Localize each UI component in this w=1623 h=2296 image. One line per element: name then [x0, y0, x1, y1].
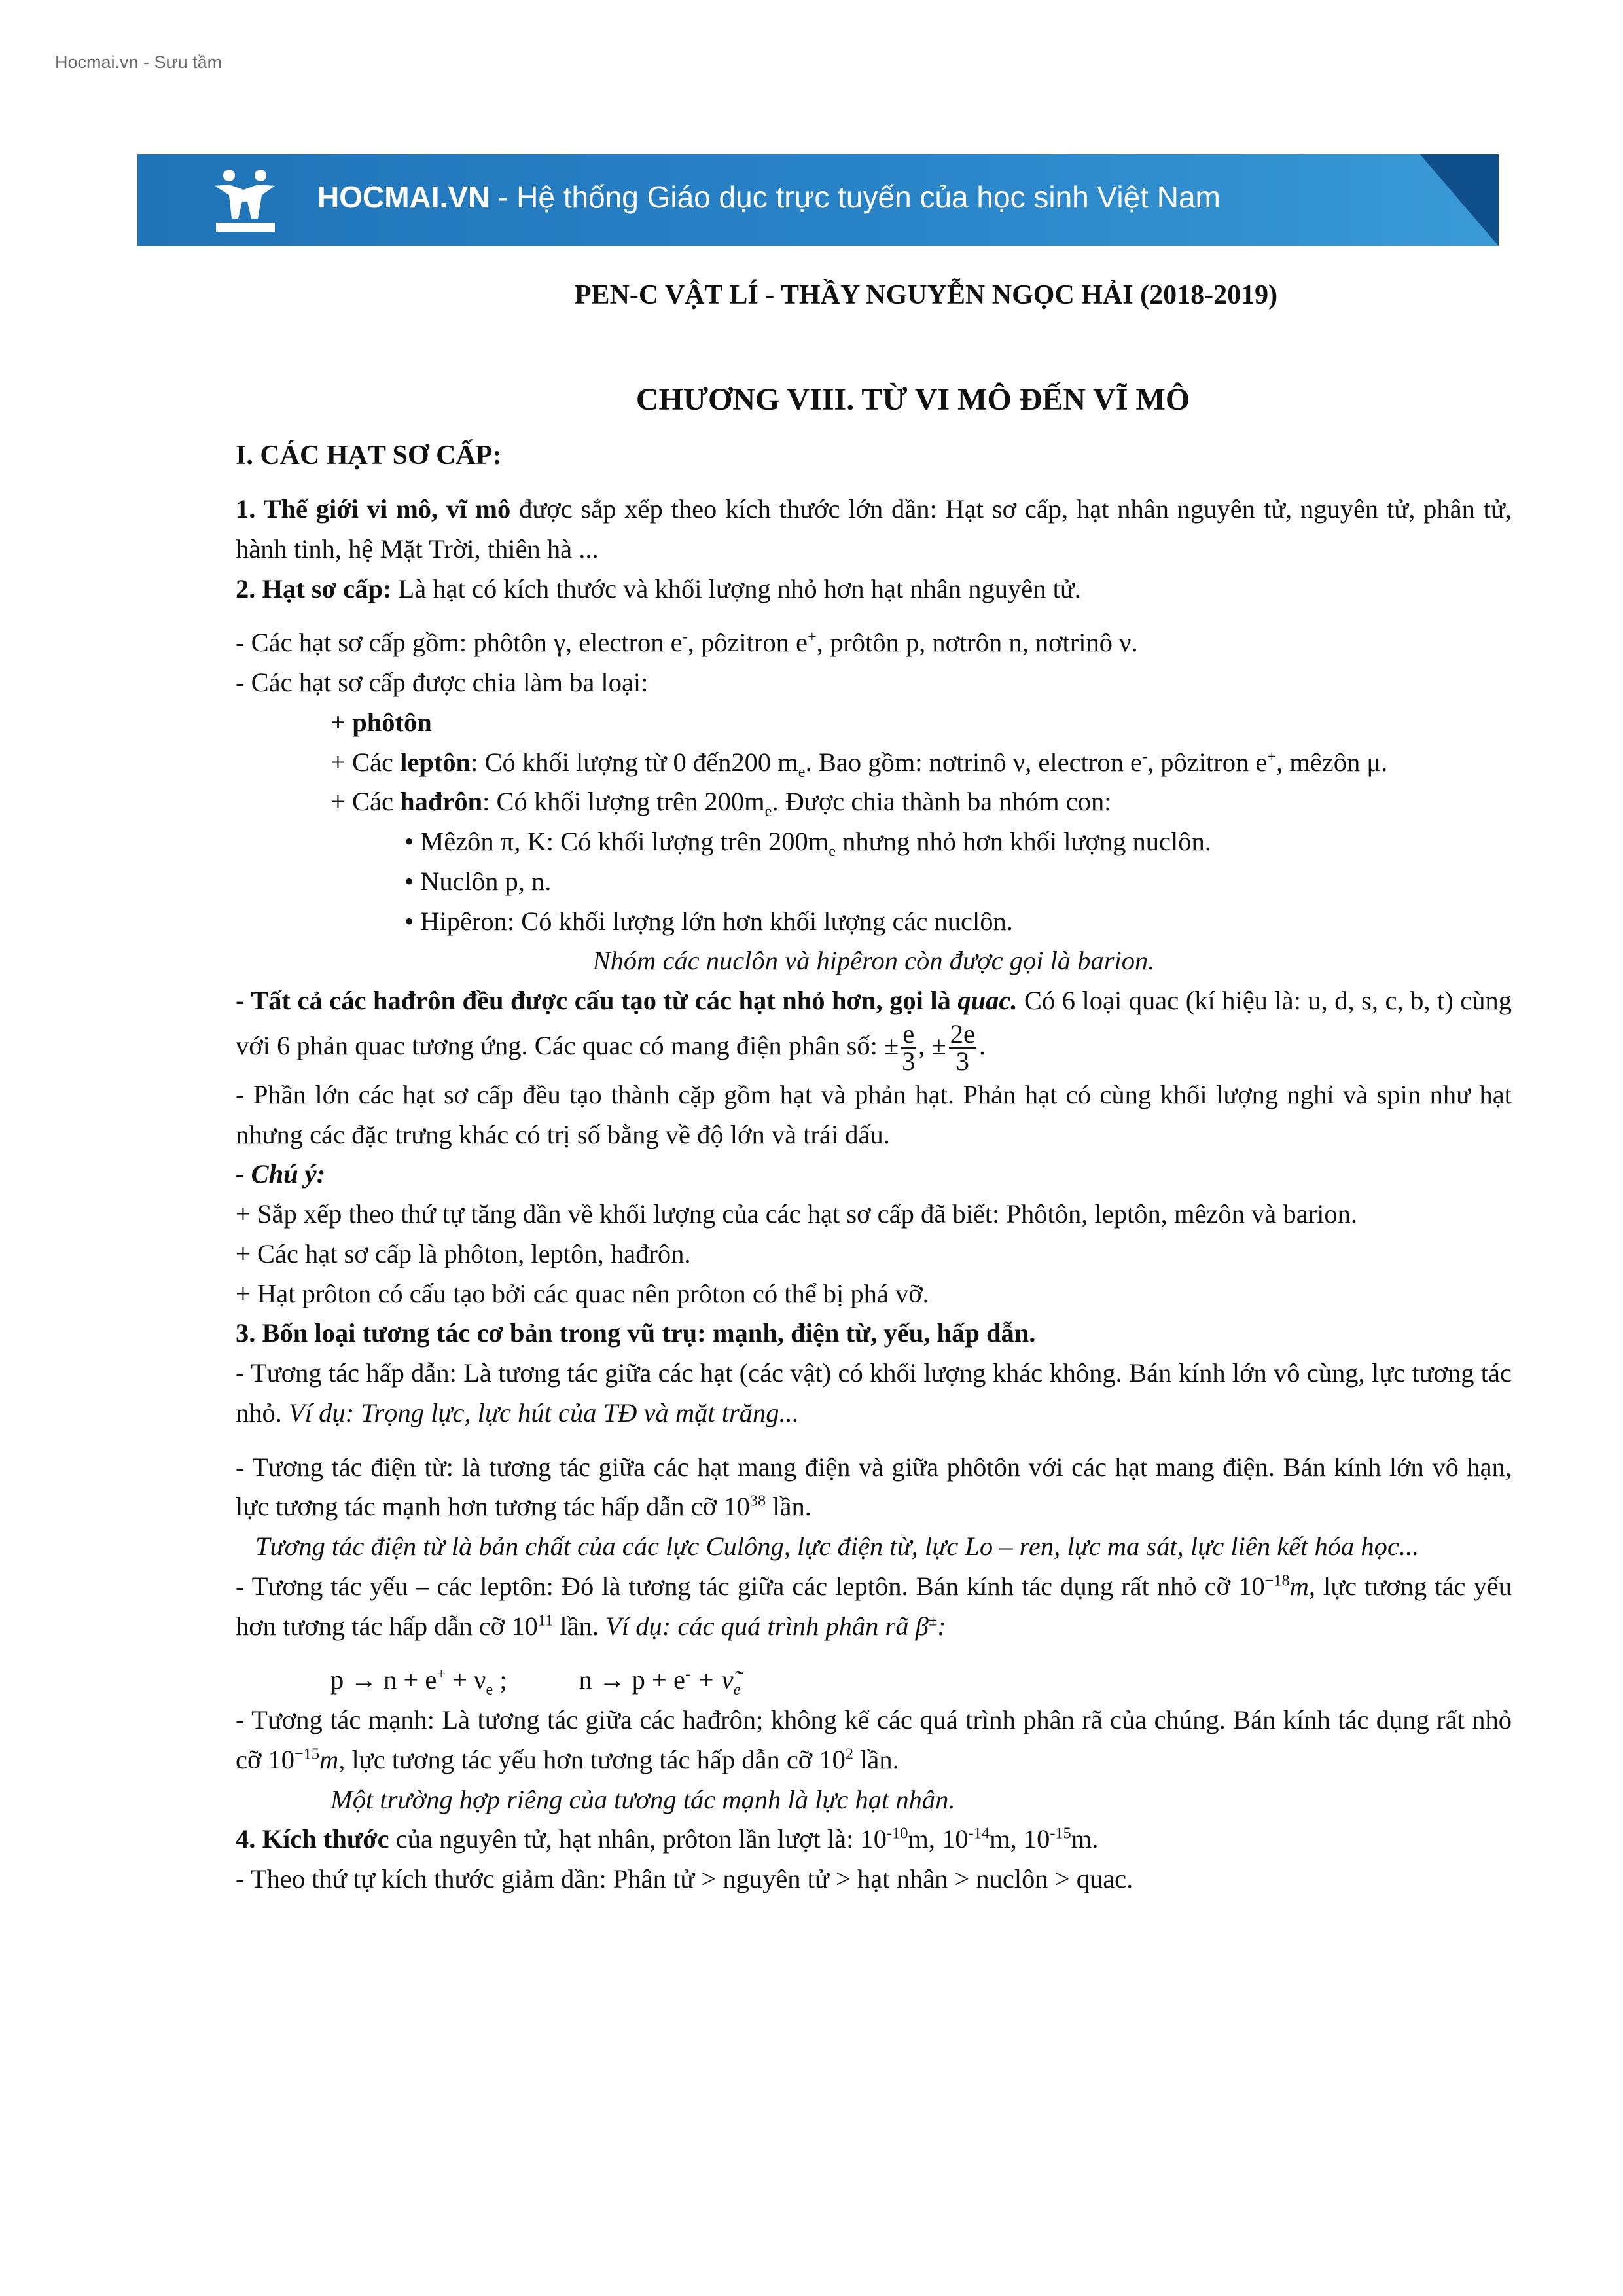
p12b: lần. — [766, 1492, 812, 1522]
p14a: - Tương tác yếu – các leptôn: Đó là tương tác giữa các leptôn. Bán kính tác dụng rất nhỏ cỡ 10 — [236, 1571, 1265, 1601]
p17-s3: -15 — [1050, 1824, 1071, 1842]
b1a: Mêzôn π, K: Có khối lượng trên 200m — [420, 827, 829, 856]
document-body — [236, 275, 1512, 1899]
p14b: , lực tương tác yếu hơn tương tác hấp dẫn cỡ 10 — [236, 1571, 1512, 1641]
p17c: m, 10 — [990, 1824, 1050, 1854]
sup-plus: + — [808, 628, 817, 646]
p7b: hađrôn — [400, 787, 483, 817]
p14-m: m — [1289, 1571, 1309, 1601]
p1-heading: 1. Thế giới vi mô, vĩ mô — [236, 494, 511, 524]
note-3: + Hạt prôton có cấu tạo bởi các quac nên prôton có thể bị phá vỡ. — [236, 1278, 929, 1308]
p12a: - Tương tác điện từ: là tương tác giữa các hạt mang điện và giữa phôtôn với các hạt mang điện. Bán kính lớn vô hạn, lực tương tác mạnh hơn tương tác hấp dẫn cỡ 10 — [236, 1452, 1512, 1522]
p15-sup: −15 — [294, 1745, 320, 1763]
section-title: I. CÁC HẠT SƠ CẤP: — [236, 440, 502, 471]
decay-equations — [236, 1660, 1512, 1700]
p14c: lần. — [553, 1611, 606, 1641]
p14-sup: −18 — [1264, 1571, 1290, 1590]
weak-paragraph — [236, 1567, 1512, 1647]
banner-corner — [1420, 154, 1499, 246]
sub-e: e — [798, 762, 806, 781]
sub-e-2: e — [764, 802, 772, 821]
p15-m: m — [319, 1744, 339, 1774]
p6d: . Bao gồm: nơtrinô ν, electron e — [805, 747, 1142, 777]
barion-note: Nhóm các nuclôn và hipêron còn được gọi là barion. — [592, 946, 1155, 976]
p7d: . Được chia thành ba nhóm con: — [772, 787, 1112, 817]
watermark: Hocmai.vn - Sưu tầm — [55, 52, 223, 72]
p14-pm: ± — [928, 1611, 938, 1629]
class-photon: + phôtôn — [330, 707, 432, 737]
p17-s1: -10 — [887, 1824, 908, 1842]
p17-s2: -14 — [968, 1824, 990, 1842]
note-2: + Các hạt sơ cấp là phôton, leptôn, hađrôn. — [236, 1238, 691, 1268]
p15b: , lực tương tác yếu hơn tương tác hấp dẫn cỡ 10 — [338, 1744, 846, 1774]
brand-tagline: - Hệ thống Giáo dục trực tuyến của học sinh Việt Nam — [490, 180, 1221, 214]
brand-name: HOCMAI.VN — [317, 180, 490, 214]
p14-colon: : — [937, 1611, 946, 1641]
em-paragraph — [236, 1448, 1512, 1528]
p14-sup2: 11 — [537, 1611, 554, 1629]
p6e: , pôzitron e — [1147, 747, 1268, 777]
strong-paragraph — [236, 1700, 1512, 1780]
eq1-end: ; — [493, 1665, 507, 1695]
classification-intro: - Các hạt sơ cấp được chia làm ba loại: — [236, 668, 649, 697]
p2-text: Là hạt có kích thước và khối lượng nhỏ hơn hạt nhân nguyên tử. — [391, 573, 1081, 603]
eq2-sup: - — [685, 1665, 691, 1683]
p11: - Tương tác hấp dẫn: Là tương tác giữa các hạt (các vật) có khối lượng khác không. Bán kính lớn vô cùng, lực tương tác nhỏ. — [236, 1358, 1512, 1427]
p8-rest: Có 6 loại quac (kí hiệu là: u, d, s, c, b, t) cùng với 6 phản quac tương ứng. Các quac có mang điện phân số: ± — [236, 986, 1512, 1060]
eq1-nu: + ν — [446, 1665, 486, 1695]
fraction-2e-3: $\frac{2e}{3}$ — [950, 1018, 975, 1077]
p8-bold: - Tất cả các hađrôn đều được cấu tạo từ các hạt nhỏ hơn, gọi là — [236, 986, 958, 1015]
p1-text: được sắp xếp theo kích thước lớn dần: Hạt sơ cấp, hạt nhân nguyên tử, nguyên tử, phân tử, hành tinh, hệ Mặt Trời, thiên hà ... — [236, 494, 1512, 564]
eq1-sup: + — [437, 1665, 446, 1683]
p17b: m, 10 — [908, 1824, 969, 1854]
gravity-paragraph — [236, 1354, 1512, 1433]
sup-plus-2: + — [1267, 747, 1277, 765]
sup-minus-2: - — [1141, 747, 1148, 765]
sup-minus: - — [682, 628, 688, 646]
p8-end: . — [978, 1030, 986, 1060]
size-paragraph — [236, 1820, 1512, 1859]
note-heading: - Chú ý: — [236, 1159, 326, 1189]
p2-heading: 2. Hạt sơ cấp: — [236, 573, 392, 603]
em-note: Tương tác điện từ là bản chất của các lực Culông, lực điện từ, lực Lo – ren, lực ma sát, lực liên kết hóa học... — [255, 1532, 1419, 1561]
class-hadron — [236, 782, 1512, 822]
frac-sep: , ± — [918, 1030, 946, 1060]
p17-bold: 4. Kích thước — [236, 1824, 389, 1854]
p15c: lần. — [853, 1744, 899, 1774]
antiparticle-paragraph: - Phần lớn các hạt sơ cấp đều tạo thành cặp gồm hạt và phản hạt. Phản hạt có cùng khối lượng nghỉ và spin như hạt nhưng các đặc trưng khác có trị số bằng về độ lớn và trái dấu. — [236, 1079, 1512, 1149]
note-1: + Sắp xếp theo thứ tự tăng dần về khối lượng của các hạt sơ cấp đã biết: Phôtôn, leptôn, mêzôn và barion. — [236, 1199, 1357, 1229]
p3c-text: , prôtôn p, nơtrôn n, nơtrinô ν. — [816, 628, 1138, 658]
size-order: - Theo thứ tự kích thước giảm dần: Phân tử > nguyên tử > hạt nhân > nuclôn > quac. — [236, 1864, 1133, 1893]
b1b: nhưng nhỏ hơn khối lượng nuclôn. — [836, 827, 1211, 856]
chapter-title: CHƯƠNG VIII. TỪ VI MÔ ĐẾN VĨ MÔ — [635, 382, 1190, 417]
sub-e-3: e — [829, 842, 836, 861]
eq2: n → p + e — [579, 1665, 685, 1695]
p3b-text: , pôzitron e — [687, 628, 808, 658]
p8-quac: quac. — [957, 986, 1018, 1015]
p11-example: Ví dụ: Trọng lực, lực hút của TĐ và mặt trăng... — [289, 1397, 799, 1427]
banner-text — [317, 179, 1221, 215]
p6a: + Các — [330, 747, 401, 777]
paragraph-2 — [236, 569, 1512, 609]
p17a: của nguyên tử, hạt nhân, prôton lần lượt là: 10 — [389, 1824, 887, 1854]
hocmai-logo-icon — [209, 166, 281, 235]
p7c: : Có khối lượng trên 200m — [482, 787, 765, 817]
p6c: : Có khối lượng từ 0 đến200 m — [471, 747, 798, 777]
bullet-meson — [236, 822, 1512, 862]
p6b: leptôn — [400, 747, 471, 777]
class-lepton — [236, 743, 1512, 783]
eq2-sub: e — [733, 1681, 741, 1699]
p14-example: Ví dụ: các quá trình phân rã β — [605, 1611, 929, 1641]
document-header: PEN-C VẬT LÍ - THẦY NGUYỄN NGỌC HẢI (2018-2019) — [574, 280, 1278, 310]
fraction-e-3: $\frac{e}{3}$ — [902, 1018, 916, 1077]
p12-sup: 38 — [749, 1492, 766, 1510]
bullet-nucleon: • Nuclôn p, n. — [236, 862, 1512, 902]
particles-list — [236, 623, 1512, 663]
eq1: p → n + e — [330, 1665, 437, 1695]
p15-sup2: 2 — [845, 1745, 853, 1763]
paragraph-1 — [236, 490, 1512, 569]
header-banner — [137, 154, 1499, 246]
bullet-hyperon: • Hipêron: Có khối lượng lớn hơn khối lượng các nuclôn. — [236, 902, 1512, 942]
p7a: + Các — [330, 787, 401, 817]
p15a: - Tương tác mạnh: Là tương tác giữa các hađrôn; không kể các quá trình phân rã của chúng. Bán kính tác dụng rất nhỏ cỡ 10 — [236, 1705, 1512, 1774]
eq1-sub: e — [486, 1681, 493, 1699]
strong-note: Một trường hợp riêng của tương tác mạnh là lực hạt nhân. — [330, 1784, 955, 1814]
quark-paragraph — [236, 981, 1512, 1075]
p6f: , mêzôn μ. — [1276, 747, 1388, 777]
eq2-nu: + ν̃ — [690, 1665, 734, 1695]
p3-text: - Các hạt sơ cấp gồm: phôtôn γ, electron e — [236, 628, 683, 658]
interactions-heading: 3. Bốn loại tương tác cơ bản trong vũ trụ: mạnh, điện từ, yếu, hấp dẫn. — [236, 1318, 1036, 1348]
p17d: m. — [1071, 1824, 1099, 1854]
